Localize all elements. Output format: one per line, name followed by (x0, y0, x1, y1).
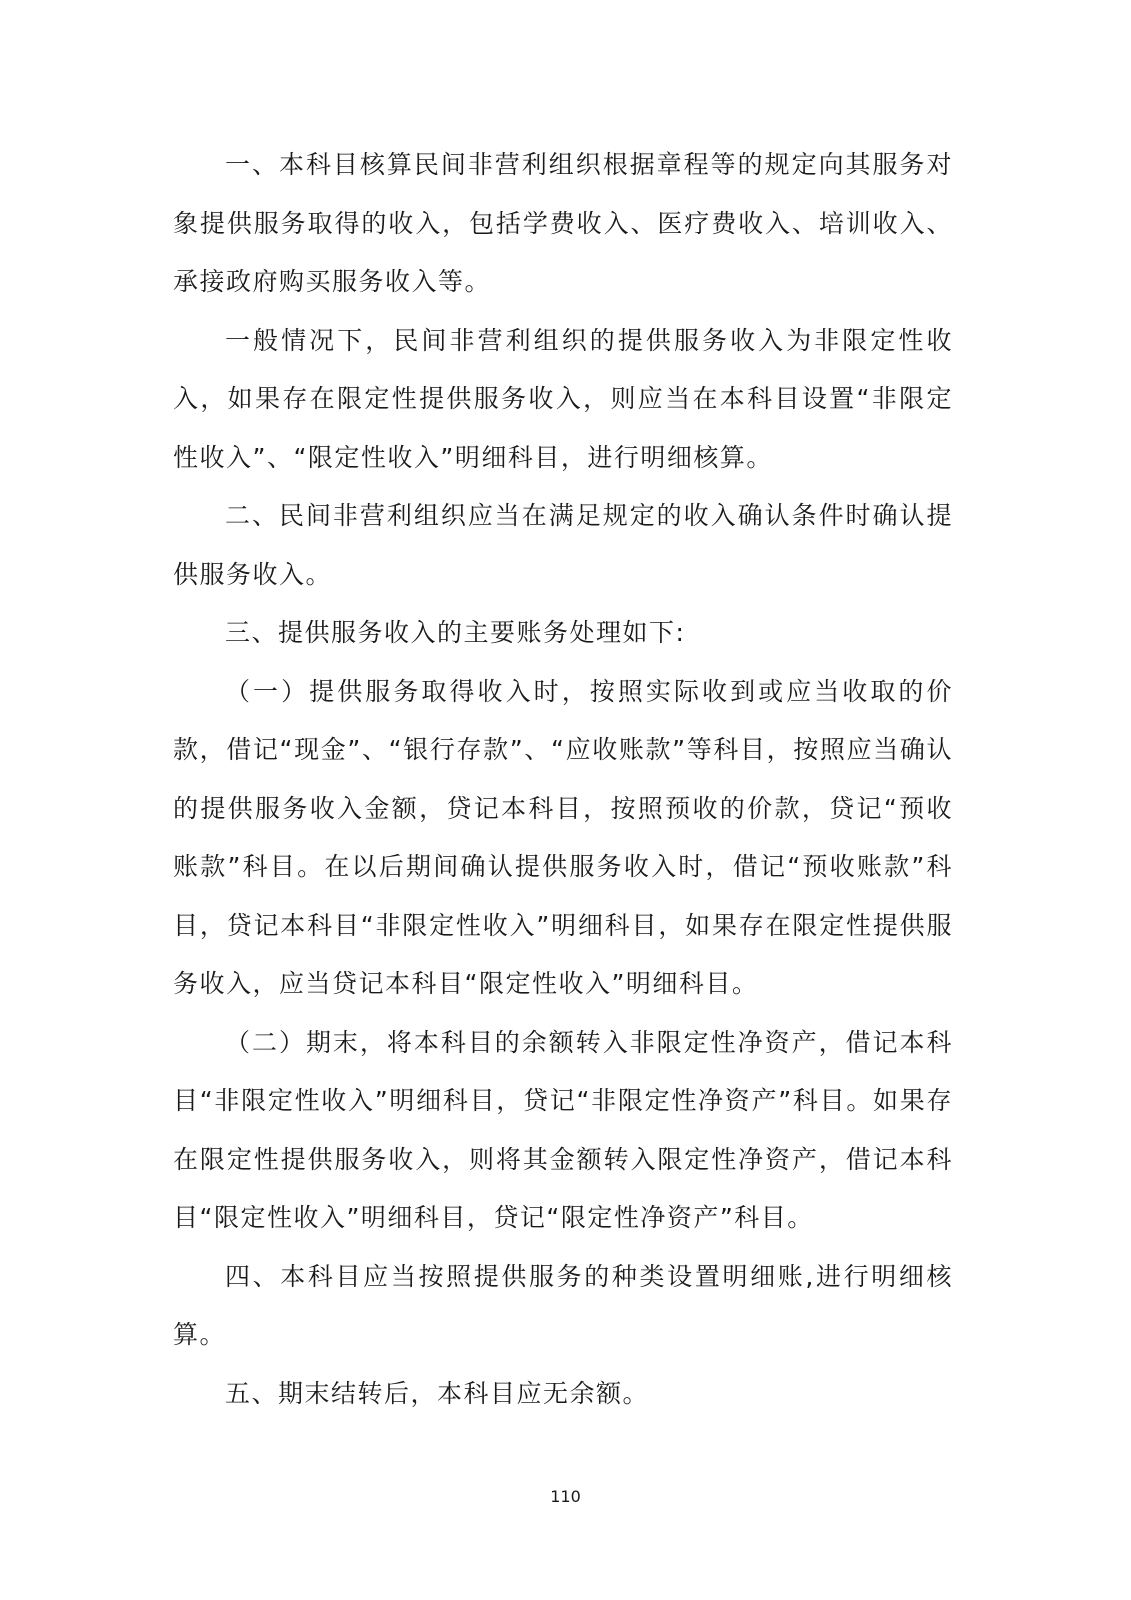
paragraph-2: 一般情况下，民间非营利组织的提供服务收入为非限定性收入，如果存在限定性提供服务收入，则应当在本科目设置“非限定性收入”、“限定性收入”明细科目，进行明细核算。 (173, 325, 953, 472)
paragraph-3: 二、民间非营利组织应当在满足规定的收入确认条件时确认提供服务收入。 (173, 501, 953, 589)
paragraph-1: 一、本科目核算民间非营利组织根据章程等的规定向其服务对象提供服务取得的收入，包括学费收入、医疗费收入、培训收入、承接政府购买服务收入等。 (173, 150, 953, 296)
paragraph-6: （二）期末，将本科目的余额转入非限定性净资产，借记本科目“非限定性收入”明细科目，贷记“非限定性净资产”科目。如果存在限定性提供服务收入，则将其金额转入限定性净资产，借记本科目“限定性收入”明细科目，贷记“限定性净资产”科目。 (173, 1027, 953, 1232)
paragraph-5: （一）提供服务取得收入时，按照实际收到或应当收取的价款，借记“现金”、“银行存款”、“应收账款”等科目，按照应当确认的提供服务收入金额，贷记本科目，按照预收的价款，贷记“预收账款”科目。在以后期间确认提供服务收入时，借记“预收账款”科目，贷记本科目“非限定性收入”明细科目，如果存在限定性提供服务收入，应当贷记本科目“限定性收入”明细科目。 (173, 676, 953, 998)
paragraph-7: 四、本科目应当按照提供服务的种类设置明细账,进行明细核算。 (173, 1261, 953, 1349)
document-body (173, 136, 953, 1423)
paragraph-8: 五、期末结转后，本科目应无余额。 (225, 1378, 650, 1408)
paragraph-4: 三、提供服务收入的主要账务处理如下: (225, 618, 686, 647)
page-number: 110 (550, 1487, 581, 1506)
